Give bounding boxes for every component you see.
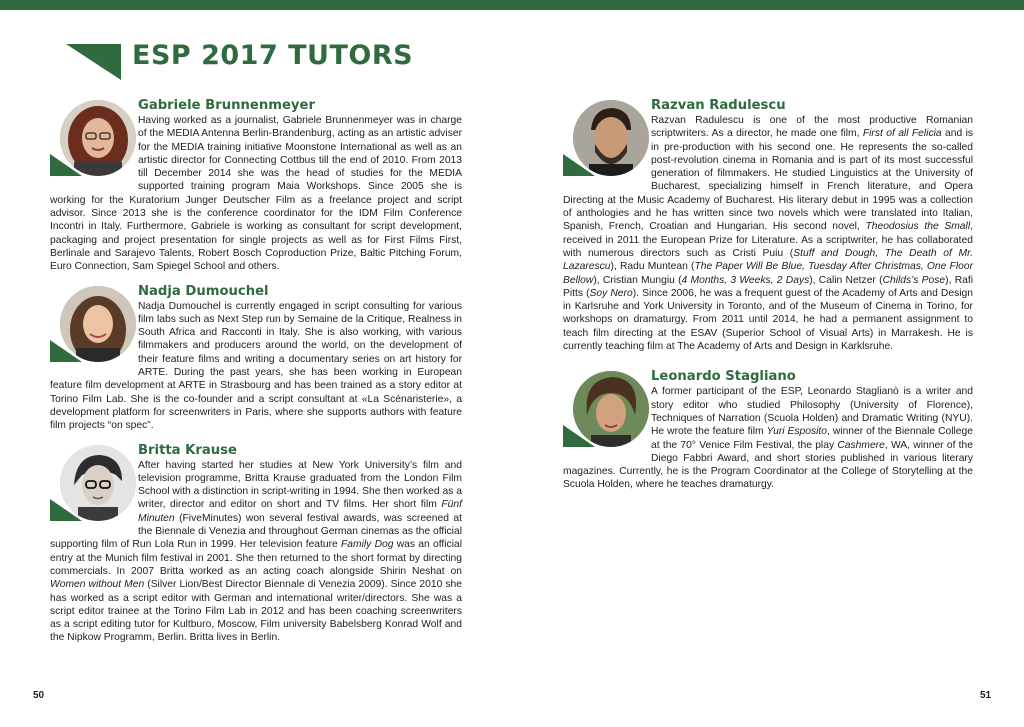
right-column [563, 98, 973, 502]
tutor-biography: Nadja Dumouchel is currently engaged in script consulting for various film labs such as Next Step run by Semaine de la Critique, Realness in South Africa and Racconti in Italy. She is also working, with various filmmakers and producers around the world, on the development of their feature films and writing a documentary series on art history for ARTE. During the past years, she has been working in European feature film development at ARTE in Strasbourg and has been trained as a story editor at Torino Film Lab. She is the co-founder and a script consultant at «La Scénaristerie», a development platform for screenwriters in Paris, where she supports authors with feature film projects “on spec”. [50, 300, 462, 432]
tutor-name: Razvan Radulescu [651, 98, 786, 113]
top-accent-bar [0, 0, 1024, 10]
tutor-biography: Razvan Radulescu is one of the most productive Romanian scriptwriters. As a director, he made one film, First of all Felicia and is in pre-production with his second one. He represents the so-called post-revolution cinema in Romania and is part of its most successful generation of filmmakers. He studied Linguistics at the University of Bucharest, specializing himself in French literature, and Opera Directing at the Music Academy of Bucharest. His literary debut in 1995 was a collection of anthologies and he has written since two novels which were translated into Italian, Spanish, French, Croatian and Hungarian. His second novel, Theodosius the Small, received in 2011 the European Prize for Literature. As a scriptwriter, he has collaborated with numerous directors such as Cristi Puiu (Stuff and Dough, The Death of Mr. Lazarescu), Radu Muntean (The Paper Will Be Blue, Tuesday After Christmas, One Floor Bellow), Cristian Mungiu (4 Months, 3 Weeks, 2 Days), Calin Netzer (Childs’s Pose), Rafi Pitts (Soy Nero). Since 2006, he was a frequent guest of the Academy of Arts and Design in Karlsruhe and York University in Toronto, and of the Museum of Cinema in Torino, for workshops on dramaturgy. From 2011 until 2014, he had a permanent assignment to teach film directing at the ESAV (Superior School of Visual Arts) in Marrakesh. He is currently teaching film at The Academy of Arts and Design in Karklsruhe. [563, 115, 974, 353]
left-column [50, 98, 462, 655]
photo-corner-triangle [563, 154, 595, 176]
tutor-name: Leonardo Stagliano [651, 369, 796, 385]
tutor-photo-frame [50, 284, 134, 368]
tutor-biography: A former participant of the ESP, Leonardo Staglianò is a writer and story editor who studied Philosophy (University of Florence), Techniques of Narration (Scuola Holden) and Dramatic Writing (NYU). He wrote the feature film Yuri Esposito, winner of the Biennale College at the 70° Venice Film Festival, the play Cashmere, WA, winner of the Diego Fabbri Award, and short stories published in various literary magazines. Currently, he is the Program Coordinator at the College of Storytelling at the Scuola Holden, where he teaches dramaturgy. [563, 386, 973, 491]
tutor-bio [563, 98, 973, 353]
tutor-bio [563, 369, 973, 491]
photo-corner-triangle [563, 425, 595, 447]
photo-corner-triangle [50, 340, 82, 362]
tutor-photo-frame [50, 443, 134, 527]
page-title: ESP 2017 TUTORS [132, 40, 414, 71]
tutor-photo-frame [50, 98, 134, 182]
tutor-name: Britta Krause [138, 442, 237, 458]
tutor-bio [50, 98, 462, 274]
photo-corner-triangle [50, 499, 82, 521]
photo-corner-triangle [50, 154, 82, 176]
tutor-name: Nadja Dumouchel [138, 283, 269, 299]
page-number-right: 51 [980, 690, 992, 701]
tutor-bio [50, 284, 462, 433]
page-number-left: 50 [33, 690, 45, 701]
title-triangle-decoration [66, 44, 121, 80]
tutor-bio [50, 443, 462, 645]
tutor-photo-frame [563, 98, 647, 182]
tutor-biography: Having worked as a journalist, Gabriele Brunnenmeyer was in charge of the MEDIA Antenna Berlin-Brandenburg, acting as an artistic adviser for the MEDIA training initiative Moonstone International as well as an artistic director for Connecting Cottbus till the end of 2010. From 2013 till December 2014 she was the head of studies for the MEDIA supported training program Maia Workshops. Since 2005 she is working for the Kuratorium Junger Deutscher Film as a freelance project and script advisor. Since 2013 she is the conference coordinator for the IDM Film Conference Incontri in Italy. Furthermore, Gabriele is working as consultant for script development, packaging and project presentation for single projects as well as for First Films First, Berlinale and Sarajevo Talents, Robert Bosch Coproduction Prize, Baltic Pitching Forum, Euro Connection, Sam Spiegel School and others. [50, 115, 462, 273]
tutor-biography: After having started her studies at New York University’s film and television programme, Britta Krause graduated from the London Film School with a distinction in script-writing in 1994. She then worked as a writer, director and editor on short and TV films. Her short film Fünf Minuten (FiveMinutes) won several festival awards, was screened at the Biennale di Venezia and throughout German cinemas as the official supporting film of Run Lola Run in 1999. Her television feature Family Dog was an official entry at the Munich film festival in 2001. She then returned to the short format by directing commercials. In 2007 Britta worked as an acting coach alongside Shirin Neshat on Women without Men (Silver Lion/Best Director Biennale di Venezia 2009). Since 2010 she has worked as a script editor with German and international writer/directors. She was a script editor trainee at the Torino Film Lab in 2012 and has been coaching screenwriters as a script editing tutor for Kultburo, Moscow, Film university Babelsberg Konrad Wolf and the Nipkow Programm, Berlin. Britta lives in Berlin. [50, 459, 462, 644]
tutor-photo-frame [563, 369, 647, 453]
tutor-name: Gabriele Brunnenmeyer [138, 98, 315, 113]
